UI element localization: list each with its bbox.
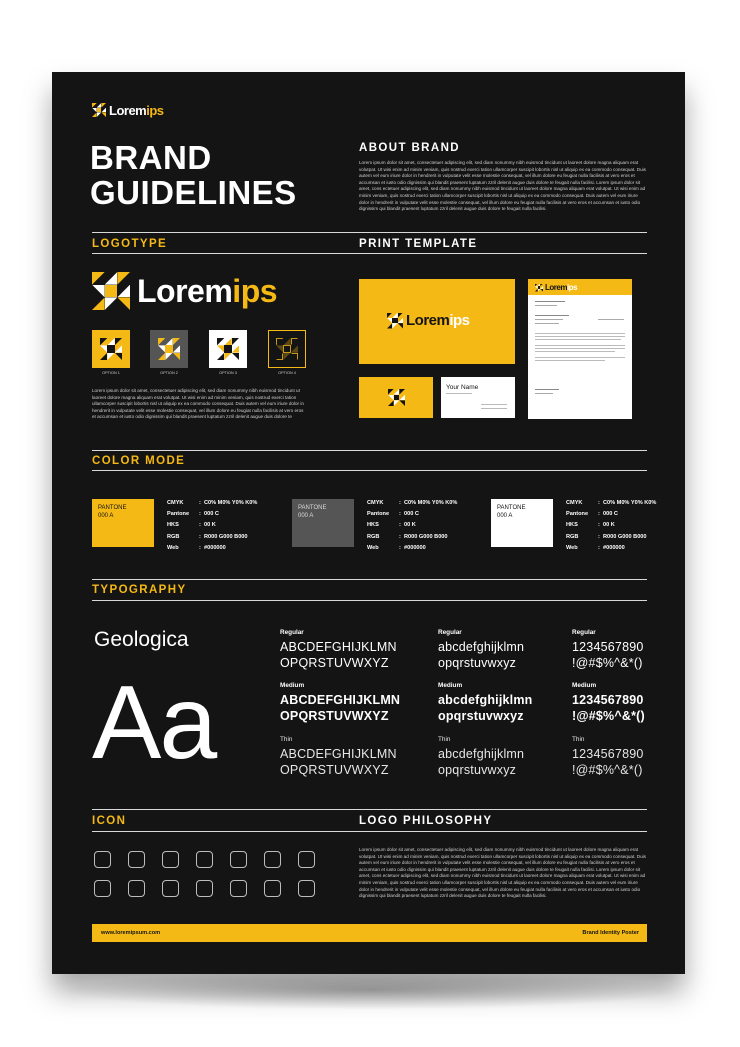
logo-mark-icon xyxy=(100,338,122,360)
divider xyxy=(92,253,647,254)
logo-mark-icon xyxy=(92,272,130,310)
medium-lower: abcdefghijklmn opqrstuvwxyz xyxy=(438,693,533,723)
divider xyxy=(92,831,647,832)
thin-numbers: 1234567890 !@#$%^&*() xyxy=(572,747,644,777)
icon-placeholder-8 xyxy=(94,880,111,897)
font-name: Geologica xyxy=(94,628,189,651)
icon-placeholder-11 xyxy=(196,880,213,897)
logo-option-4 xyxy=(268,330,306,368)
icon-heading: ICON xyxy=(92,815,127,827)
color-swatch-white: PANTONE 000 A xyxy=(491,499,553,547)
divider xyxy=(92,450,647,451)
regular-lower: abcdefghijklmn opqrstuvwxyz xyxy=(438,640,525,670)
card-logo-word: Loremips xyxy=(406,312,470,329)
icon-placeholder-1 xyxy=(94,851,111,868)
icon-placeholder-9 xyxy=(128,880,145,897)
logo-mark-icon xyxy=(387,313,403,329)
icon-placeholder-7 xyxy=(298,851,315,868)
logotype-text: Lorem ipsum dolor sit amet, consectetuer adipiscing elit, sed diam nonummy nibh euismod tincidunt ut laoreet dolore magna aliquam erat volutpat. Ut wisi enim ad minim veniam, quis nostrud exerci tation ullamcorper suscipit lobortis nisl ut aliquip ex ea commodo consequat. Duis autem vel eum iriure dolor in hendrerit in vulputate velit esse molestie consequat, vel illum dolore eu feugiat nulla facilisis at vero eros et accumsan et iusto odio dignissim qui blandit praesent luptatum zzril delenit augue duis dolore te xyxy=(92,388,304,420)
letterhead xyxy=(528,279,632,419)
logo-option-3 xyxy=(209,330,247,368)
footer-bar xyxy=(92,924,647,942)
icon-placeholder-3 xyxy=(162,851,179,868)
icon-placeholder-13 xyxy=(264,880,281,897)
business-card-small xyxy=(359,377,433,418)
icon-placeholder-12 xyxy=(230,880,247,897)
business-card-front xyxy=(359,279,515,364)
weight-label-regular: Regular xyxy=(438,629,462,636)
logo-option-1 xyxy=(92,330,130,368)
color-swatch-yellow: PANTONE 000 A xyxy=(92,499,154,547)
weight-label-regular: Regular xyxy=(572,629,596,636)
medium-upper: ABCDEFGHIJKLMN OPQRSTUVWXYZ xyxy=(280,693,401,723)
print-template-heading: PRINT TEMPLATE xyxy=(359,238,478,250)
logo-option-label: OPTION 2 xyxy=(160,371,178,375)
weight-label-thin: Thin xyxy=(572,736,585,743)
divider xyxy=(92,600,647,601)
logo-option-label: OPTION 3 xyxy=(219,371,237,375)
logotype-heading: LOGOTYPE xyxy=(92,238,168,250)
icon-placeholder-6 xyxy=(264,851,281,868)
business-card-back xyxy=(441,377,515,418)
letterhead-logo xyxy=(535,283,577,292)
logo-mark-icon xyxy=(535,284,543,292)
footer-caption: Brand Identity Poster xyxy=(582,930,639,936)
weight-label-medium: Medium xyxy=(438,682,463,689)
color-spec-grey: CMYK : C0% M0% Y0% K0% Pantone : 000 C HKS : 00 K RGB : R000 G000 B000 Web : #000000 xyxy=(367,500,458,551)
footer-url[interactable]: www.loremipsum.com xyxy=(101,930,161,936)
logo-philosophy-heading: LOGO PHILOSOPHY xyxy=(359,815,493,827)
thin-lower: abcdefghijklmn opqrstuvwxyz xyxy=(438,747,525,777)
logo-mark-icon xyxy=(158,338,180,360)
logo-mark-icon xyxy=(276,338,298,360)
weight-label-thin: Thin xyxy=(438,736,451,743)
divider xyxy=(92,809,647,810)
logo-philosophy-text: Lorem ipsum dolor sit amet, consectetuer adipiscing elit, sed diam nonummy nibh euismod tincidunt ut laoreet dolore magna aliquam erat volutpat. Ut wisi enim ad minim veniam, quis nostrud exerci tation ullamcorper suscipit lobortis nisl ut aliquip ex ea commodo consequat. Duis autem vel eum iriure dolor in hendrerit in vulputate velit esse molestie consequat, vel illum dolore eu feugiat nulla facilisis at vero eros et accumsan et iusto odio dignissim qui blandit praesent luptatum zzril delenit augue duis dolore te feugait nulla facilisi. Lorem ipsum dolor sit amet, cons ectetuer adipiscing elit, sed diam nonummy nibh euismod tincidunt ut laoreet dolore magna aliquam erat volutpat. Ut wisi enim ad minim veniam, quis nostrud exerci tation ullamcorper suscipit lobortis nisl ut aliquip ex ea commodo consequat. Duis autem vel eum iriure dolor in hendrerit in vulputate velit esse molestie consequat, vel illum dolore eu feugiat nulla facilisis at vero eros et accumsan et iusto odio dignissim qui blandit praesent luptatum zzril delenit augue duis dolore te feugait nulla facilisi. xyxy=(359,847,646,899)
color-spec-white: CMYK : C0% M0% Y0% K0% Pantone : 000 C HKS : 00 K RGB : R000 G000 B000 Web : #000000 xyxy=(566,500,657,551)
header-logo-word: Loremips xyxy=(109,102,164,118)
weight-label-medium: Medium xyxy=(280,682,305,689)
logo-mark-icon xyxy=(217,338,239,360)
divider xyxy=(92,232,647,233)
color-swatch-grey: PANTONE 000 A xyxy=(292,499,354,547)
header-logo xyxy=(92,102,164,118)
logo-option-label: OPTION 1 xyxy=(102,371,120,375)
title-line-1: BRAND xyxy=(90,139,212,176)
color-mode-heading: COLOR MODE xyxy=(92,455,186,467)
icon-placeholder-10 xyxy=(162,880,179,897)
divider xyxy=(92,470,647,471)
page-title xyxy=(90,140,297,210)
logo-option-2 xyxy=(150,330,188,368)
logo-mark-icon xyxy=(388,389,405,406)
thin-upper: ABCDEFGHIJKLMN OPQRSTUVWXYZ xyxy=(280,747,397,777)
divider xyxy=(92,579,647,580)
regular-numbers: 1234567890 !@#$%^&*() xyxy=(572,640,644,670)
medium-numbers: 1234567890 !@#$%^&*() xyxy=(572,693,645,723)
color-spec-yellow: CMYK : C0% M0% Y0% K0% Pantone : 000 C HKS : 00 K RGB : R000 G000 B000 Web : #000000 xyxy=(167,500,258,551)
logotype-word: Loremips xyxy=(137,272,278,309)
weight-label-thin: Thin xyxy=(280,736,293,743)
icon-placeholder-5 xyxy=(230,851,247,868)
weight-label-regular: Regular xyxy=(280,629,304,636)
poster-shadow xyxy=(60,970,680,1010)
icon-placeholder-2 xyxy=(128,851,145,868)
logo-option-label: OPTION 4 xyxy=(278,371,296,375)
logo-mark-icon xyxy=(92,103,106,117)
font-sample: Aa xyxy=(92,665,216,781)
about-brand-text: Lorem ipsum dolor sit amet, consectetuer adipiscing elit, sed diam nonummy nibh euismod tincidunt ut laoreet dolore magna aliquam erat volutpat. Ut wisi enim ad minim veniam, quis nostrud exerci tation ullamcorper suscipit lobortis nisl ut aliquip ex ea commodo consequat. Duis autem vel eum iriure dolor in hendrerit in vulputate velit esse molestie consequat, vel illum dolore eu feugiat nulla facilisis at vero eros et accumsan et iusto odio dignissim qui blandit praesent luptatum zzril delenit augue duis dolore te feugait nulla facilisi. Lorem ipsum dolor sit amet, cons ectetuer adipiscing elit, sed diam nonummy nibh euismod tincidunt ut laoreet dolore magna aliquam erat volutpat. Ut wisi enim ad minim veniam, quis nostrud exerci tation ullamcorper suscipit lobortis nisl ut aliquip ex ea commodo consequat. Duis autem vel eum iriure dolor in hendrerit in vulputate velit esse molestie consequat, vel illum dolore eu feugiat nulla facilisis at vero eros et accumsan et iusto odio dignissim qui blandit praesent luptatum zzril delenit augue duis dolore te feugait nulla facilisi. xyxy=(359,160,646,212)
logotype-large xyxy=(92,272,277,310)
icon-placeholder-14 xyxy=(298,880,315,897)
title-line-2: GUIDELINES xyxy=(90,174,297,211)
icon-placeholder-4 xyxy=(196,851,213,868)
brand-guidelines-poster xyxy=(52,72,685,974)
typography-heading: TYPOGRAPHY xyxy=(92,584,187,596)
weight-label-medium: Medium xyxy=(572,682,597,689)
business-card-name: Your Name xyxy=(446,384,479,391)
letterhead-logo-word: Loremips xyxy=(545,283,578,292)
regular-upper: ABCDEFGHIJKLMN OPQRSTUVWXYZ xyxy=(280,640,397,670)
about-brand-heading: ABOUT BRAND xyxy=(359,142,461,154)
